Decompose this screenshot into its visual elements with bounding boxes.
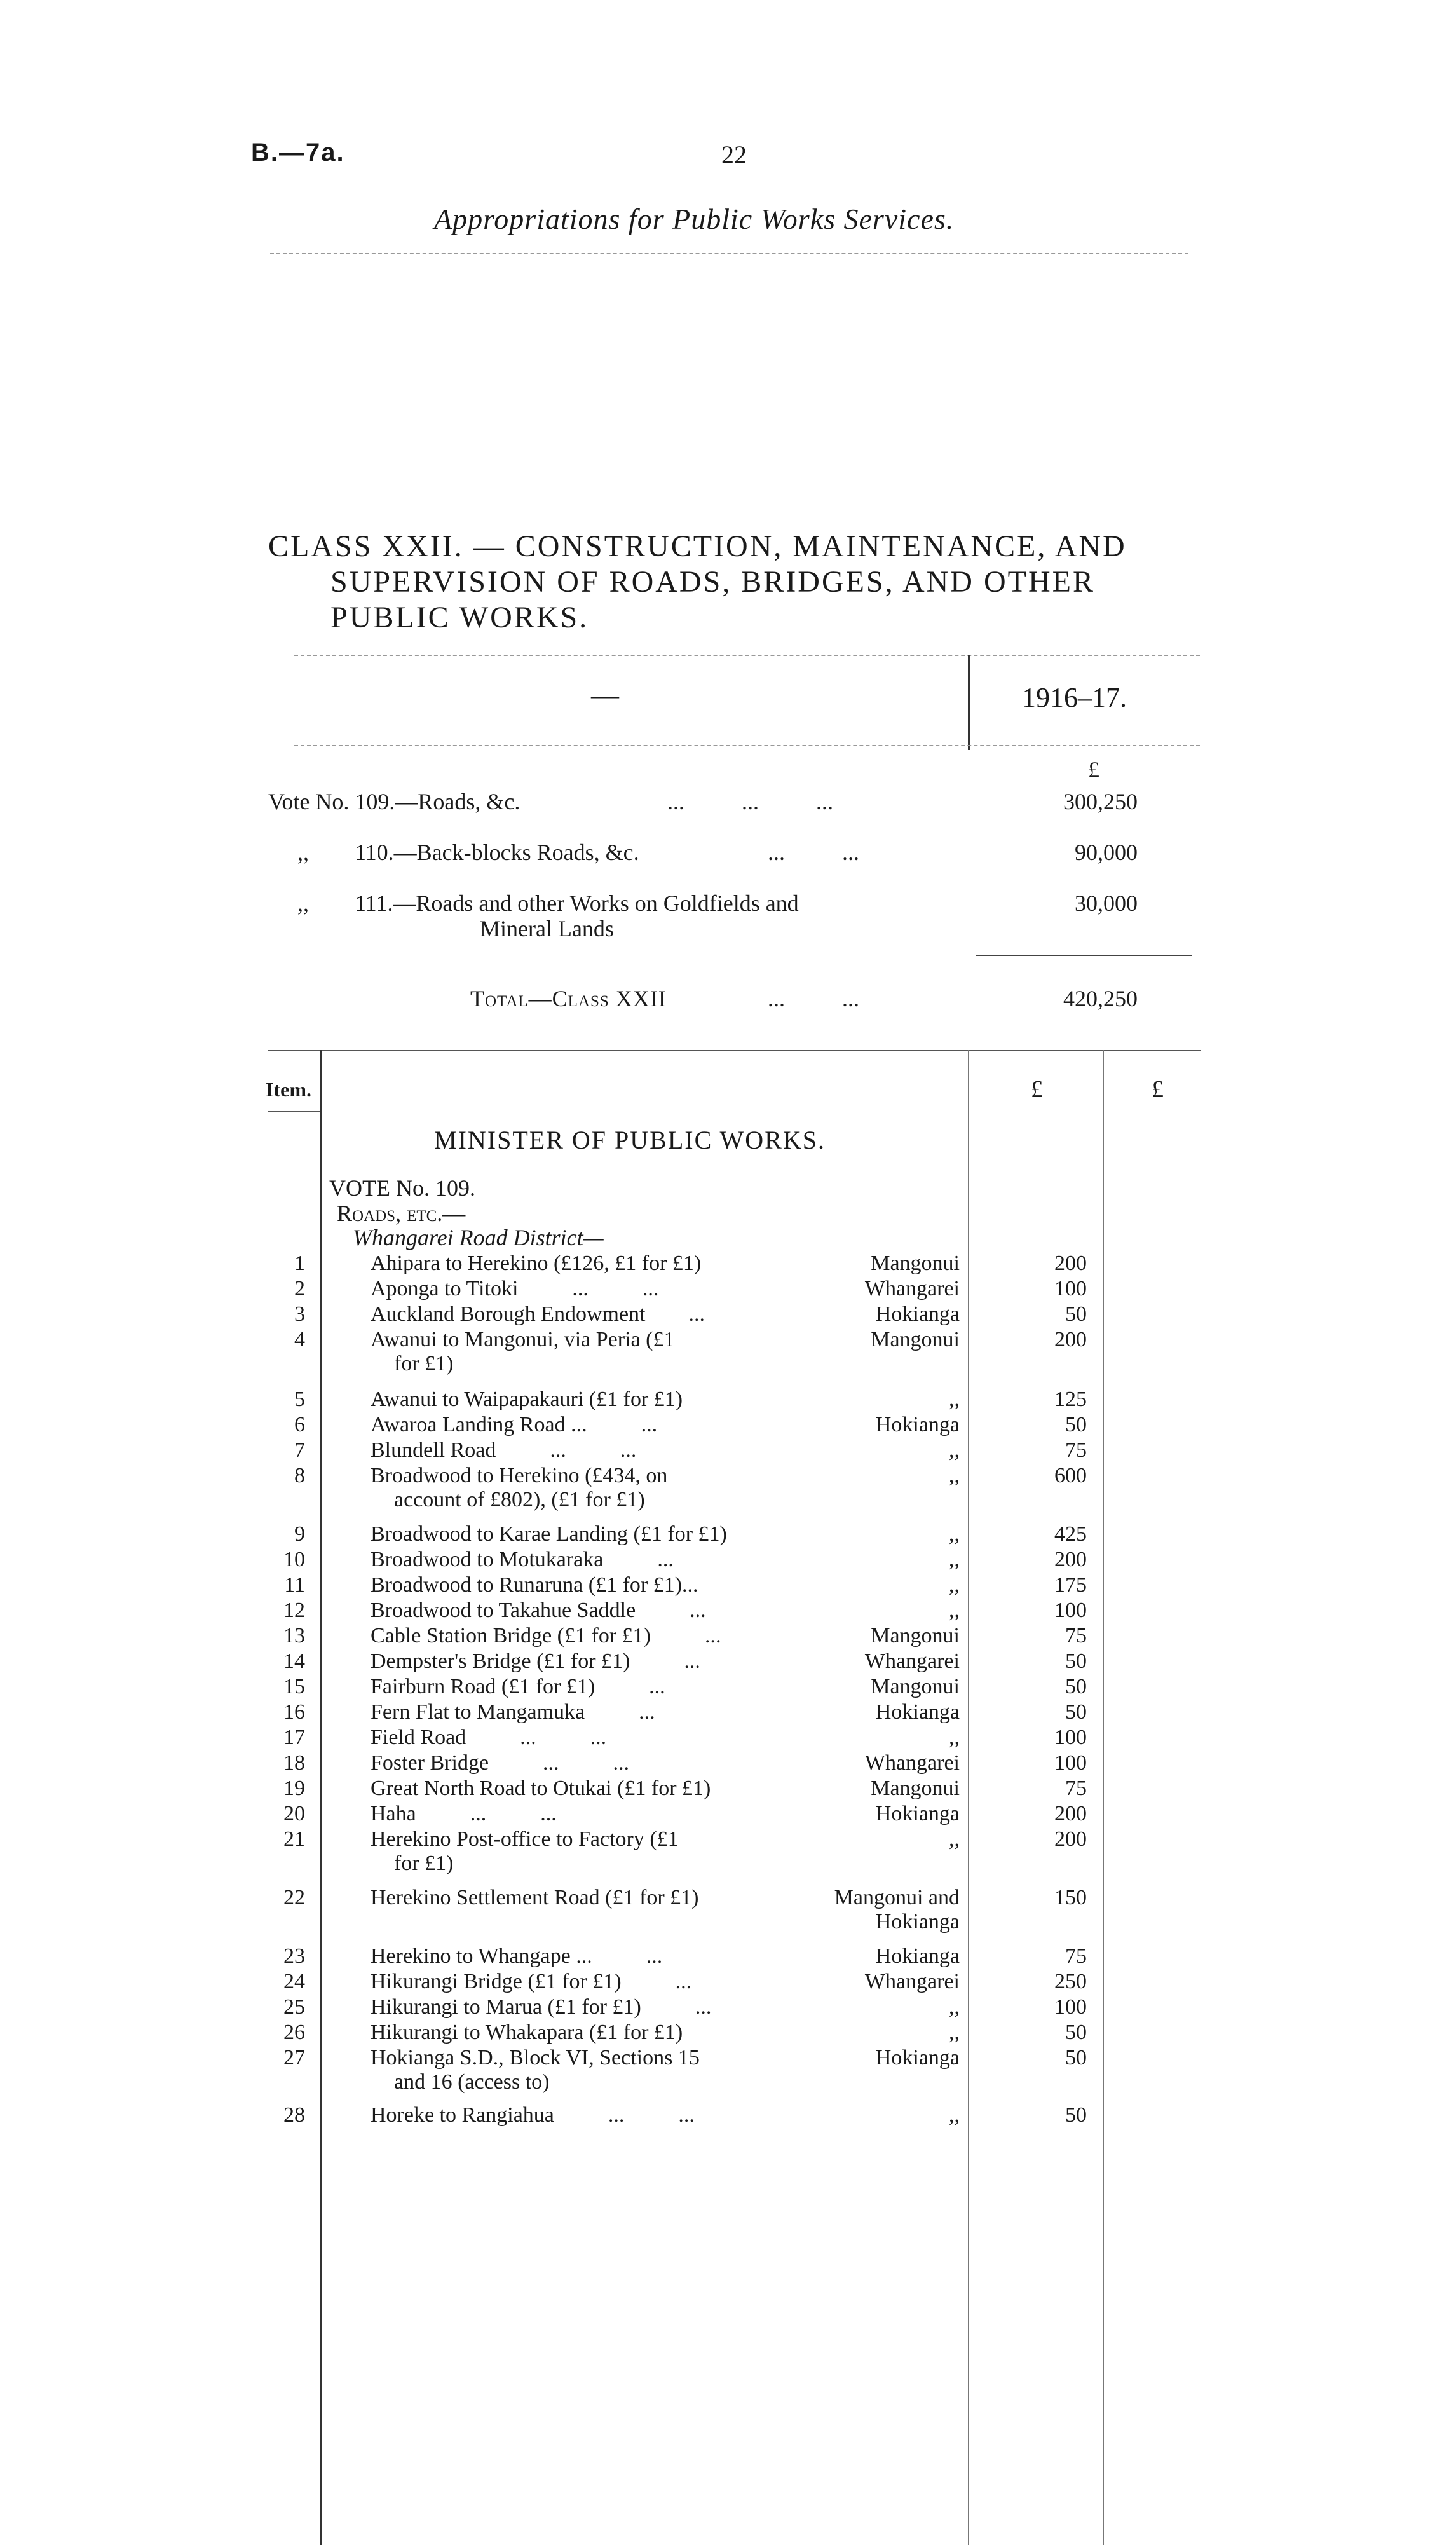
item-description: Haha ... ... <box>371 1802 557 1825</box>
item-number: 3 <box>294 1302 305 1326</box>
table-row <box>0 1700 1456 1725</box>
minister-heading: MINISTER OF PUBLIC WORKS. <box>434 1126 826 1154</box>
item-district: ,, <box>949 1573 960 1597</box>
item-number: 23 <box>283 1944 305 1968</box>
summary-total-amount: 420,250 <box>1063 986 1138 1011</box>
item-number: 24 <box>283 1970 305 1993</box>
item-amount: 50 <box>1065 1302 1087 1326</box>
item-amount: 200 <box>1054 1827 1087 1851</box>
table-row <box>0 1750 1456 1776</box>
item-amount: 50 <box>1065 2103 1087 2127</box>
item-amount: 50 <box>1065 1675 1087 1698</box>
item-district: ,, <box>949 2103 960 2127</box>
item-amount: 150 <box>1054 1886 1087 1909</box>
document-reference: B.—7a. <box>251 139 345 167</box>
table-row <box>0 1573 1456 1598</box>
item-description: Broadwood to Runaruna (£1 for £1)... <box>371 1573 698 1597</box>
class-heading-line1: CLASS XXII. — CONSTRUCTION, MAINTENANCE, AND <box>268 529 1127 563</box>
vote-heading: VOTE No. 109. <box>329 1175 475 1201</box>
item-district: Mangonui <box>871 1252 960 1275</box>
item-description: Broadwood to Motukaraka ... <box>371 1548 674 1571</box>
item-description: Dempster's Bridge (£1 for £1) ... <box>371 1649 700 1673</box>
item-amount: 75 <box>1065 1777 1087 1800</box>
table-row <box>0 2020 1456 2045</box>
item-description: Fairburn Road (£1 for £1) ... <box>371 1675 665 1698</box>
item-amount: 100 <box>1054 1995 1087 2019</box>
item-district: ,, <box>949 2021 960 2044</box>
item-description-continued: account of £802), (£1 for £1) <box>394 1488 645 1511</box>
item-amount: 125 <box>1054 1388 1087 1411</box>
item-district: Hokianga <box>875 1944 960 1968</box>
item-district: Mangonui <box>871 1675 960 1698</box>
table-row <box>0 2103 1456 2128</box>
item-number: 22 <box>283 1886 305 1909</box>
item-number: 7 <box>294 1438 305 1462</box>
table-row <box>0 1276 1456 1302</box>
item-amount: 600 <box>1054 1464 1087 1487</box>
item-amount: 50 <box>1065 1649 1087 1673</box>
table-row <box>0 2045 1456 2071</box>
item-number: 8 <box>294 1464 305 1487</box>
item-amount: 200 <box>1054 1252 1087 1275</box>
item-district: Whangarei <box>864 1970 960 1993</box>
class-heading-line3: PUBLIC WORKS. <box>330 601 589 634</box>
table-row <box>0 1885 1456 1911</box>
table-row <box>0 1674 1456 1700</box>
item-description: Hikurangi to Whakapara (£1 for £1) <box>371 2021 683 2044</box>
item-description: Herekino Settlement Road (£1 for £1) <box>371 1886 699 1909</box>
vote-109-label: Vote No. 109.—Roads, &c. <box>268 789 520 814</box>
table-row <box>0 1387 1456 1412</box>
table-row <box>0 1547 1456 1573</box>
item-district: Hokianga <box>875 1302 960 1326</box>
item-number: 12 <box>283 1599 305 1622</box>
table-row <box>0 1801 1456 1827</box>
item-amount: 200 <box>1054 1548 1087 1571</box>
item-description: Horeke to Rangiahua ... ... <box>371 2103 695 2127</box>
item-number: 2 <box>294 1277 305 1300</box>
table-row <box>0 1463 1456 1489</box>
item-number: 28 <box>283 2103 305 2127</box>
item-district: ,, <box>949 1438 960 1462</box>
item-number: 9 <box>294 1522 305 1546</box>
item-amount: 100 <box>1054 1726 1087 1749</box>
class-heading-line2: SUPERVISION OF ROADS, BRIDGES, AND OTHER <box>330 565 1095 599</box>
vote-111-label: ,, 111.—Roads and other Works on Goldfields and <box>297 890 799 916</box>
roads-heading: Roads, etc.— <box>337 1201 466 1226</box>
table-row <box>0 1251 1456 1276</box>
item-number: 26 <box>283 2021 305 2044</box>
item-district: ,, <box>949 1599 960 1622</box>
item-district-continued: Hokianga <box>875 1910 960 1934</box>
amount-currency-2: £ <box>1152 1076 1164 1103</box>
item-district: Mangonui <box>871 1328 960 1351</box>
item-number: 17 <box>283 1726 305 1749</box>
vote-110-amount: 90,000 <box>1075 840 1138 865</box>
item-description: Ahipara to Herekino (£126, £1 for £1) <box>371 1252 702 1275</box>
item-description: Aponga to Titoki ... ... <box>371 1277 659 1300</box>
item-district: Hokianga <box>875 1802 960 1825</box>
item-district: Whangarei <box>864 1649 960 1673</box>
item-description: Awanui to Mangonui, via Peria (£1 <box>371 1328 675 1351</box>
item-number: 25 <box>283 1995 305 2019</box>
item-description: Broadwood to Herekino (£434, on <box>371 1464 668 1487</box>
table-row <box>0 1649 1456 1674</box>
item-number: 11 <box>284 1573 305 1597</box>
item-amount: 50 <box>1065 2046 1087 2070</box>
table-row <box>0 1725 1456 1750</box>
item-district: Mangonui and <box>834 1886 960 1909</box>
item-number: 13 <box>283 1624 305 1648</box>
item-description: Herekino Post-office to Factory (£1 <box>371 1827 679 1851</box>
table-row <box>0 1776 1456 1801</box>
item-district: Mangonui <box>871 1777 960 1800</box>
item-number: 16 <box>283 1700 305 1724</box>
item-amount: 200 <box>1054 1328 1087 1351</box>
item-description-continued: for £1) <box>394 1852 454 1875</box>
item-number: 4 <box>294 1328 305 1351</box>
item-number: 15 <box>283 1675 305 1698</box>
item-number: 6 <box>294 1413 305 1436</box>
summary-top-rule <box>294 655 1200 656</box>
table-row <box>0 1995 1456 2020</box>
page-title: Appropriations for Public Works Services. <box>434 203 955 235</box>
item-number: 14 <box>283 1649 305 1673</box>
table-row <box>0 1969 1456 1995</box>
item-amount: 175 <box>1054 1573 1087 1597</box>
item-district: ,, <box>949 1522 960 1546</box>
summary-total-dots: ... ... <box>768 986 859 1011</box>
item-description: Hikurangi to Marua (£1 for £1) ... <box>371 1995 712 2019</box>
item-amount: 50 <box>1065 1413 1087 1436</box>
item-description: Awaroa Landing Road ... ... <box>371 1413 658 1436</box>
table-row <box>0 1827 1456 1852</box>
vote-109-dots: ... ... ... <box>667 789 833 814</box>
items-top-rule <box>268 1050 1201 1051</box>
item-number: 21 <box>283 1827 305 1851</box>
item-district: Whangarei <box>864 1277 960 1300</box>
page-number: 22 <box>721 140 747 169</box>
vote-111-amount: 30,000 <box>1075 890 1138 916</box>
item-description: Broadwood to Karae Landing (£1 for £1) <box>371 1522 727 1546</box>
item-amount: 100 <box>1054 1277 1087 1300</box>
vote-110-label: ,, 110.—Back-blocks Roads, &c. <box>297 840 639 865</box>
item-description: Great North Road to Otukai (£1 for £1) <box>371 1777 711 1800</box>
item-number: 1 <box>294 1252 305 1275</box>
item-header: Item. <box>266 1078 311 1101</box>
summary-currency: £ <box>1088 757 1099 782</box>
item-number: 18 <box>283 1751 305 1775</box>
item-description-continued: for £1) <box>394 1352 454 1375</box>
item-district: ,, <box>949 1548 960 1571</box>
district-heading: Whangarei Road District— <box>353 1225 604 1250</box>
vote-111-label-cont: Mineral Lands <box>480 916 614 941</box>
title-rule <box>270 253 1188 254</box>
item-description: Herekino to Whangape ... ... <box>371 1944 663 1968</box>
item-amount: 250 <box>1054 1970 1087 1993</box>
summary-total-label: Total—Class XXII <box>470 986 667 1011</box>
table-row <box>0 1327 1456 1353</box>
item-amount: 50 <box>1065 1700 1087 1724</box>
summary-column-divider <box>968 655 970 750</box>
item-description: Auckland Borough Endowment ... <box>371 1302 705 1326</box>
item-district: ,, <box>949 1464 960 1487</box>
item-district: Hokianga <box>875 2046 960 2070</box>
item-description-continued: and 16 (access to) <box>394 2070 550 2094</box>
item-amount: 75 <box>1065 1438 1087 1462</box>
table-row <box>0 1412 1456 1438</box>
table-row <box>0 1522 1456 1547</box>
item-description: Foster Bridge ... ... <box>371 1751 630 1775</box>
item-description: Awanui to Waipapakauri (£1 for £1) <box>371 1388 683 1411</box>
summary-dash: — <box>591 679 619 711</box>
item-description: Cable Station Bridge (£1 for £1) ... <box>371 1624 721 1648</box>
table-row <box>0 1944 1456 1969</box>
table-row <box>0 1438 1456 1463</box>
table-row <box>0 1302 1456 1327</box>
item-district: ,, <box>949 1827 960 1851</box>
item-district: ,, <box>949 1726 960 1749</box>
item-description: Field Road ... ... <box>371 1726 607 1749</box>
item-amount: 75 <box>1065 1624 1087 1648</box>
item-number: 5 <box>294 1388 305 1411</box>
item-description: Blundell Road ... ... <box>371 1438 637 1462</box>
table-row <box>0 1598 1456 1623</box>
item-district: Mangonui <box>871 1624 960 1648</box>
item-amount: 50 <box>1065 2021 1087 2044</box>
amount-currency-1: £ <box>1031 1076 1043 1103</box>
item-amount: 200 <box>1054 1802 1087 1825</box>
item-description: Hikurangi Bridge (£1 for £1) ... <box>371 1970 692 1993</box>
summary-year: 1916–17. <box>1022 682 1127 713</box>
item-description: Broadwood to Takahue Saddle ... <box>371 1599 706 1622</box>
item-district: Hokianga <box>875 1413 960 1436</box>
item-district: ,, <box>949 1995 960 2019</box>
table-row <box>0 1623 1456 1649</box>
vote-110-dots: ... ... <box>768 840 859 865</box>
item-number: 20 <box>283 1802 305 1825</box>
item-description: Fern Flat to Mangamuka ... <box>371 1700 655 1724</box>
item-number: 10 <box>283 1548 305 1571</box>
item-district: Whangarei <box>864 1751 960 1775</box>
vote-109-amount: 300,250 <box>1063 789 1138 814</box>
item-amount: 100 <box>1054 1751 1087 1775</box>
item-number: 27 <box>283 2046 305 2070</box>
item-number: 19 <box>283 1777 305 1800</box>
item-amount: 425 <box>1054 1522 1087 1546</box>
item-district: Hokianga <box>875 1700 960 1724</box>
item-district: ,, <box>949 1388 960 1411</box>
summary-header-rule <box>294 745 1200 746</box>
item-amount: 100 <box>1054 1599 1087 1622</box>
summary-total-rule <box>976 955 1192 956</box>
item-description: Hokianga S.D., Block VI, Sections 15 <box>371 2046 700 2070</box>
item-header-rule <box>268 1111 320 1112</box>
item-amount: 75 <box>1065 1944 1087 1968</box>
